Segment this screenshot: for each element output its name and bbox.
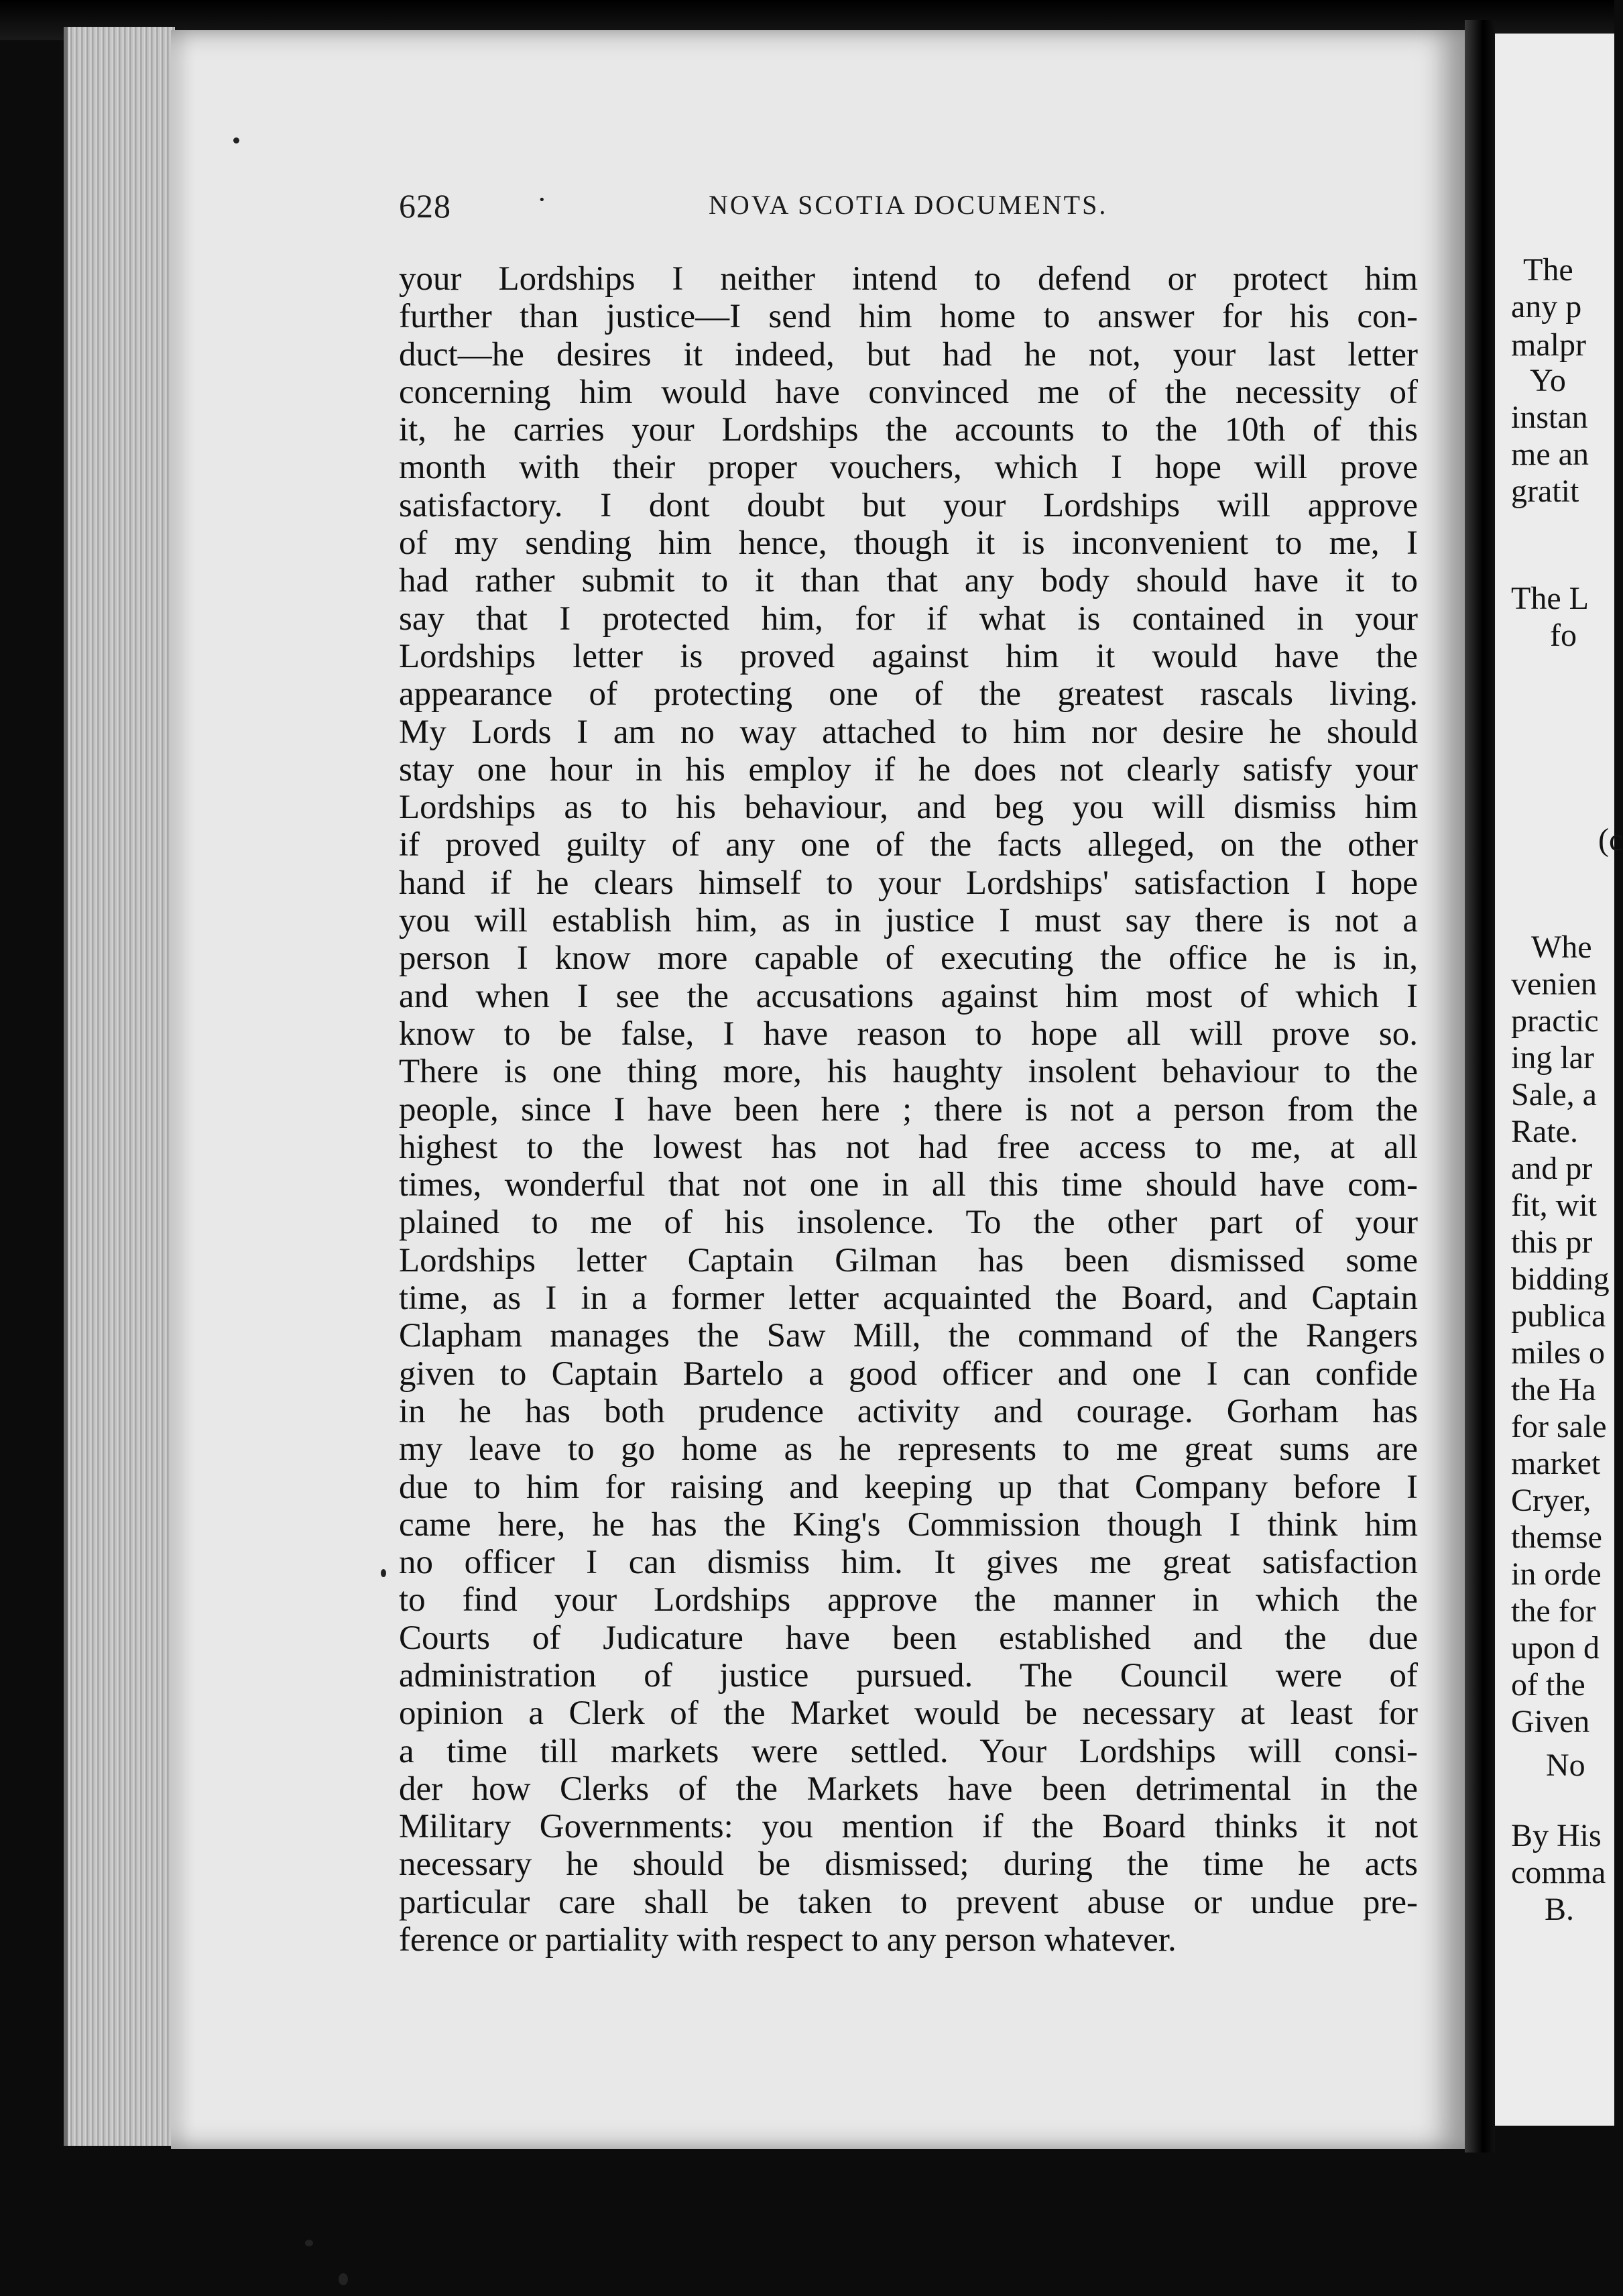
text-line: There is one thing more, his haughty insolent behaviour to the [399,1053,1418,1091]
text-line: to find your Lordships approve the manner in which the [399,1581,1418,1619]
text-line: appearance of protecting one of the greatest rascals living. [399,675,1418,713]
facing-text-fragment: the for [1511,1593,1596,1629]
facing-text-fragment: By His [1511,1818,1602,1853]
facing-text-fragment: Rate. [1511,1114,1578,1149]
text-line: hand if he clears himself to your Lordships' satisfaction I hope [399,864,1418,902]
facing-text-fragment: Sale, a [1511,1077,1597,1112]
text-line: month with their proper vouchers, which I hope will prove [399,449,1418,487]
text-line: plained to me of his insolence. To the other part of your [399,1204,1418,1242]
text-line: people, since I have been here ; there is not a person from the [399,1090,1418,1129]
facing-text-fragment: The [1523,252,1573,288]
text-line: necessary he should be dismissed; during the time he acts [399,1845,1418,1884]
text-line: time, as I in a former letter acquainted the Board, and Captain [399,1279,1418,1318]
text-line: your Lordships I neither intend to defend or protect him [399,260,1418,298]
text-line: no officer I can dismiss him. It gives me great satisfaction [399,1544,1418,1582]
text-line: stay one hour in his employ if he does not clearly satisfy your [399,750,1418,789]
facing-text-fragment: practic [1511,1003,1599,1039]
facing-text-fragment: The L [1511,581,1589,616]
text-line: and when I see the accusations against him most of which I [399,977,1418,1015]
facing-text-fragment: of the [1511,1667,1585,1703]
text-line: further than justice—I send him home to answer for his con- [399,298,1418,336]
text-line: in he has both prudence activity and courage. Gorham has [399,1392,1418,1430]
facing-text-fragment: this pr [1511,1224,1593,1260]
facing-text-fragment: publica [1511,1298,1606,1334]
scan-speck [381,1569,386,1577]
facing-text-fragment: Yo [1530,363,1566,398]
book-gutter [1465,20,1495,2152]
facing-text-fragment: malpr [1511,327,1586,363]
text-line: particular care shall be taken to prevent abuse or undue pre- [399,1883,1418,1921]
facing-text-fragment: No [1546,1747,1585,1783]
facing-text-fragment: Given [1511,1704,1590,1739]
facing-text-fragment: bidding [1511,1261,1610,1297]
page-number: 628 [399,187,451,225]
text-line: Lordships letter is proved against him it would have the [399,637,1418,675]
facing-text-fragment: fo [1550,618,1577,653]
text-line: my leave to go home as he represents to me great sums are [399,1430,1418,1469]
running-title: NOVA SCOTIA DOCUMENTS. [709,190,1108,220]
text-line: der how Clerks of the Markets have been detrimental in the [399,1770,1418,1808]
text-line: administration of justice pursued. The Council were of [399,1656,1418,1695]
text-line: know to be false, I have reason to hope all will prove so. [399,1015,1418,1053]
facing-text-fragment: gratit [1511,473,1579,509]
facing-text-fragment: me an [1511,437,1589,472]
facing-text-fragment: venien [1511,966,1597,1002]
facing-text-fragment: themse [1511,1519,1602,1555]
text-line: My Lords I am no way attached to him nor desire he should [399,713,1418,751]
text-line: times, wonderful that not one in all this time should have com- [399,1166,1418,1204]
text-line: it, he carries your Lordships the accounts to the 10th of this [399,411,1418,449]
facing-text-fragment: the Ha [1511,1372,1596,1408]
facing-text-fragment: Whe [1531,929,1592,965]
text-line: Military Governments: you mention if the Board thinks it not [399,1808,1418,1846]
text-line: if proved guilty of any one of the facts alleged, on the other [399,826,1418,864]
text-line: you will establish him, as in justice I must say there is not a [399,902,1418,940]
facing-text-fragment: and pr [1511,1151,1593,1186]
page-edges [64,27,175,2146]
facing-text-fragment: comma [1511,1855,1606,1890]
facing-text-fragment: Cryer, [1511,1483,1591,1518]
scan-speck [233,137,239,144]
header-separator: · [537,183,548,216]
facing-text-fragment: (c [1598,822,1623,858]
letter-body-text [399,260,1418,1959]
text-line: say that I protected him, for if what is contained in your [399,599,1418,638]
facing-text-fragment: fit, wit [1511,1188,1597,1223]
facing-text-fragment: upon d [1511,1630,1600,1666]
text-line: satisfactory. I dont doubt but your Lordships will approve [399,486,1418,524]
text-line: came here, he has the King's Commission though I think him [399,1505,1418,1544]
scan-speck [339,2273,348,2285]
text-line: a time till markets were settled. Your Lordships will consi- [399,1732,1418,1770]
text-line: person I know more capable of executing the office he is in, [399,939,1418,978]
facing-text-fragment: market [1511,1446,1601,1481]
text-line: Courts of Judicature have been established and the due [399,1619,1418,1657]
text-line: highest to the lowest has not had free access to me, at all [399,1128,1418,1166]
text-line: Lordships letter Captain Gilman has been dismissed some [399,1241,1418,1279]
facing-text-fragment: ing lar [1511,1040,1594,1076]
text-line: opinion a Clerk of the Market would be necessary at least for [399,1695,1418,1733]
facing-text-fragment: instan [1511,400,1588,435]
text-line: had rather submit to it than that any body should have it to [399,562,1418,600]
text-line: of my sending him hence, though it is inconvenient to me, I [399,524,1418,563]
facing-text-fragment: for sale [1511,1409,1607,1444]
text-line: ference or partiality with respect to any person whatever. [399,1921,1177,1959]
facing-text-fragment: any p [1511,289,1582,325]
text-line: due to him for raising and keeping up that Company before I [399,1468,1418,1506]
text-line: concerning him would have convinced me of the necessity of [399,373,1418,411]
facing-text-fragment: miles o [1511,1335,1605,1371]
facing-text-fragment: B. [1545,1892,1575,1927]
text-line: given to Captain Bartelo a good officer and one I can confide [399,1355,1418,1393]
text-line: Lordships as to his behaviour, and beg you will dismiss him [399,789,1418,827]
text-line: duct—he desires it indeed, but had he not, your last letter [399,335,1418,374]
text-line: Clapham manages the Saw Mill, the command of the Rangers [399,1317,1418,1355]
scan-speck [305,2240,313,2246]
facing-page-fragment [1495,34,1623,2126]
running-head [399,183,1471,233]
facing-text-fragment: in orde [1511,1556,1602,1592]
